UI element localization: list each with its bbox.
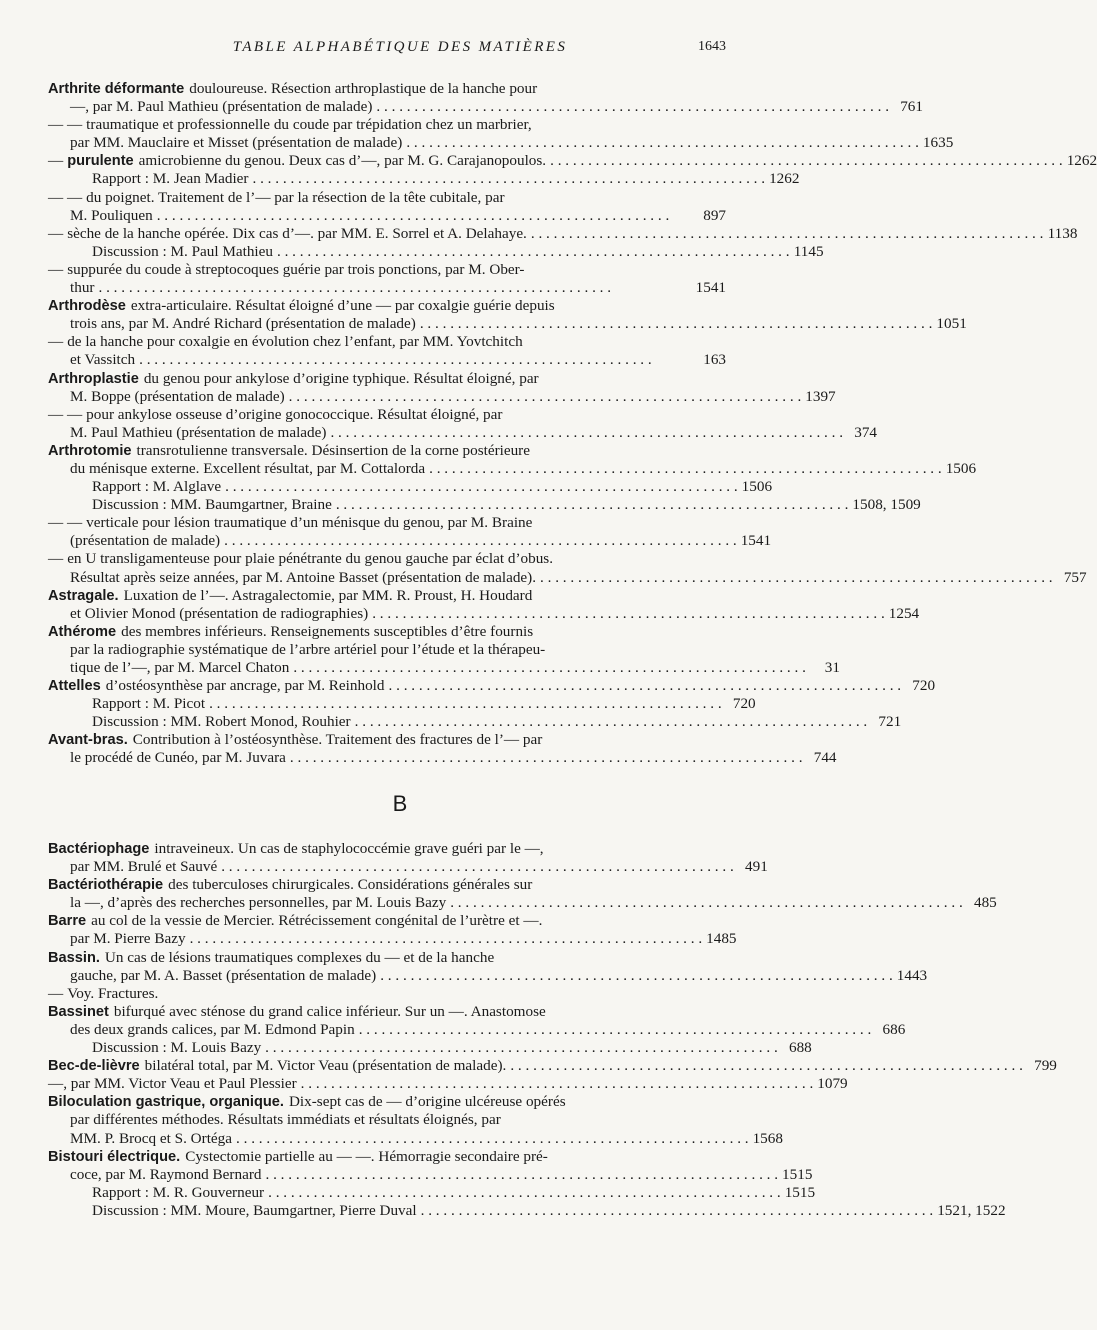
entry-text: —, par M. Paul Mathieu (présentation de malade) — [70, 98, 373, 116]
dot-leader — [531, 225, 1044, 243]
dot-leader — [224, 532, 737, 550]
entry-text: bilatéral total, par M. Victor Veau (présentation de malade). — [144, 1057, 507, 1075]
index-line — [48, 514, 726, 532]
entry-headword: Bistouri électrique. — [48, 1148, 181, 1165]
entry-headword: purulente — [67, 153, 134, 170]
entry-page: 1262 — [769, 170, 800, 188]
dot-leader — [190, 930, 703, 948]
entry-text: Rapport : M. Alglave — [92, 478, 222, 496]
entry-page: 721 — [878, 713, 902, 731]
entry-headword: Bassin. — [48, 949, 100, 966]
dot-leader — [450, 894, 963, 912]
entry-text: Discussion : MM. Baumgartner, Braine — [92, 496, 332, 514]
entry-text: (présentation de malade) — [70, 532, 221, 550]
index-line — [48, 1003, 726, 1021]
index-line — [48, 912, 726, 930]
entry-page: 688 — [788, 1039, 812, 1057]
entry-text: traumatique et professionnelle du coude par trépidation chez un marbrier, — [86, 116, 532, 134]
dot-leader — [510, 1057, 1023, 1075]
entry-text: Discussion : MM. Robert Monod, Rouhier — [92, 713, 351, 731]
entry-text: M. Boppe (présentation de malade) — [70, 387, 285, 405]
dot-leader — [225, 478, 738, 496]
entry-text: par MM. Brulé et Sauvé — [70, 858, 218, 876]
entry-text: Dix-sept cas de — d’origine ulcéreuse opérés — [288, 1093, 566, 1111]
entry-page: 1051 — [936, 315, 967, 333]
index-line — [48, 279, 726, 297]
entry-page: 1397 — [805, 387, 836, 405]
entry-text: Discussion : M. Paul Mathieu — [92, 242, 273, 260]
entry-text: des deux grands calices, par M. Edmond Papin — [70, 1020, 355, 1038]
entry-page: 897 — [703, 206, 726, 224]
entry-page: 491 — [745, 858, 768, 876]
dot-leader — [380, 967, 893, 985]
index-line — [48, 370, 726, 388]
page-number: 1643 — [698, 39, 726, 54]
dot-leader — [277, 243, 790, 261]
index-line — [48, 423, 878, 442]
entry-page: 1508, 1509 — [852, 496, 921, 514]
entry-text: Rapport : M. Picot — [92, 695, 206, 713]
entry-page: 1515 — [784, 1183, 816, 1201]
entry-text: sèche de la hanche opérée. Dix cas d’—. par MM. E. Sorrel et A. Delahaye. — [67, 224, 527, 242]
entry-dash: — — — [48, 405, 83, 423]
entry-text: Contribution à l’ostéosynthèse. Traitement des fractures de l’— par — [132, 731, 543, 749]
index-line — [48, 731, 726, 749]
entry-page: 31 — [824, 659, 840, 676]
dot-leader — [406, 134, 919, 152]
entry-text: d’ostéosynthèse par ancrage, par M. Reinhold — [105, 677, 385, 695]
dot-leader — [330, 424, 843, 442]
index-line — [48, 1201, 1006, 1220]
entry-headword: Astragale. — [48, 587, 119, 604]
entry-text: amicrobienne du genou. Deux cas d’—, par M. G. Carajanopoulos. — [138, 152, 547, 170]
index-line — [48, 1183, 816, 1202]
entry-page: 799 — [1034, 1057, 1057, 1075]
index-line — [48, 478, 773, 496]
index-line — [48, 134, 954, 152]
entry-text: Cystectomie partielle au — —. Hémorragie secondaire pré- — [185, 1147, 548, 1165]
section-letter-b: B — [392, 791, 408, 816]
index-line — [48, 858, 768, 876]
dot-leader — [293, 659, 806, 677]
index-line — [48, 333, 726, 351]
index-line — [48, 677, 936, 695]
entry-page: 686 — [882, 1020, 906, 1038]
entry-text: —, par MM. Victor Veau et Paul Plessier — [48, 1075, 297, 1093]
index-line — [48, 840, 726, 858]
dot-leader — [139, 351, 692, 369]
entry-text: coce, par M. Raymond Bernard — [70, 1165, 262, 1183]
entry-text: MM. P. Brocq et S. Ortéga — [70, 1129, 232, 1147]
entry-dash: — — — [48, 116, 83, 134]
entry-page: 1145 — [793, 242, 824, 260]
index-line — [48, 1075, 848, 1093]
entry-dash: — — — [48, 188, 83, 206]
entry-dash: — — [48, 550, 64, 568]
index-line — [48, 152, 1097, 170]
index-line — [48, 315, 967, 333]
entry-page: 163 — [703, 351, 726, 369]
page-header — [0, 38, 800, 58]
entry-text: douloureuse. Résection arthroplastique de la hanche pour — [189, 80, 538, 97]
entry-text: au col de la vessie de Mercier. Rétrécissement congénital de l’urètre et —. — [91, 912, 543, 930]
entry-page: 1541 — [740, 532, 772, 550]
index-line — [48, 297, 726, 315]
entry-page: 1635 — [922, 134, 954, 152]
dot-leader — [389, 677, 902, 695]
entry-headword: Bassinet — [48, 1003, 109, 1020]
entry-page: 1541 — [695, 279, 726, 297]
entry-text: du genou pour ankylose d’origine typhique. Résultat éloigné, par — [143, 369, 539, 387]
entry-text: Résultat après seize années, par M. Antoine Basset (présentation de malade). — [70, 568, 537, 586]
entry-headword: Barre — [48, 913, 87, 930]
dot-leader — [372, 605, 885, 623]
entry-text: par la radiographie systématique de l’arbre artériel pour l’étude et la thérapeu- — [70, 640, 546, 658]
index-line — [48, 189, 726, 207]
entry-page: 720 — [732, 695, 756, 713]
entry-text: par M. Pierre Bazy — [70, 930, 186, 948]
entry-headword: Biloculation gastrique, organique. — [48, 1094, 284, 1111]
entry-page: 1079 — [817, 1075, 848, 1093]
entry-text: tique de l’—, par M. Marcel Chaton — [70, 659, 290, 676]
index-line — [48, 261, 726, 279]
entry-headword: Avant-bras. — [48, 732, 128, 749]
dot-leader — [359, 1021, 872, 1039]
index-line — [48, 116, 726, 134]
entry-text: Luxation de l’—. Astragalectomie, par MM. R. Proust, H. Houdard — [123, 586, 533, 604]
dot-leader — [157, 207, 692, 225]
entry-text: pour ankylose osseuse d’origine gonococcique. Résultat éloigné, par — [86, 405, 503, 423]
entry-text: Voy. Fractures. — [67, 984, 159, 1002]
dot-leader — [268, 1184, 781, 1202]
entry-text: de la hanche pour coxalgie en évolution chez l’enfant, par MM. Yovtchitch — [67, 333, 523, 351]
index-line — [48, 351, 726, 369]
dot-leader — [355, 713, 868, 731]
entry-dash: — — [48, 224, 64, 242]
index-line — [48, 242, 824, 261]
entry-page: 1506 — [945, 459, 977, 477]
index-line — [48, 695, 756, 713]
entry-headword: Bactériophage — [48, 841, 150, 857]
index-line — [48, 1148, 726, 1166]
entry-text: verticale pour lésion traumatique d’un ménisque du genou, par M. Braine — [86, 514, 533, 532]
index-line — [48, 949, 726, 967]
entry-text: Discussion : M. Louis Bazy — [92, 1039, 262, 1057]
dot-leader — [265, 1039, 778, 1057]
index-line — [48, 623, 726, 641]
running-title: TABLE ALPHABÉTIQUE DES MATIÈRES — [232, 39, 568, 55]
index-line — [48, 930, 737, 948]
index-line — [48, 894, 997, 912]
index-line — [48, 604, 920, 623]
dot-leader — [540, 569, 1053, 587]
index-line — [48, 587, 726, 605]
dot-leader — [221, 858, 734, 876]
entry-page: 1138 — [1047, 224, 1078, 242]
index-line — [48, 1093, 726, 1111]
entry-headword: Arthrite déformante — [48, 81, 185, 97]
index-line — [48, 550, 726, 568]
entry-headword: Arthrotomie — [48, 442, 132, 459]
entry-dash: — — [48, 984, 64, 1002]
entry-text: M. Paul Mathieu (présentation de malade) — [70, 423, 327, 441]
entry-text: en U transligamenteuse pour plaie pénétrante du genou gauche par éclat d’obus. — [67, 550, 554, 568]
dot-leader — [550, 152, 1063, 170]
index-line — [48, 224, 1078, 243]
entry-dash: — — [48, 152, 64, 170]
entry-page: 1568 — [752, 1129, 783, 1147]
index-line — [48, 713, 902, 731]
dot-leader — [421, 1202, 934, 1220]
entry-page: 744 — [813, 749, 837, 767]
entry-headword: Attelles — [48, 678, 101, 695]
entry-text: Rapport : M. Jean Madier — [92, 170, 249, 188]
entry-text: des membres inférieurs. Renseignements susceptibles d’être fournis — [121, 622, 534, 640]
entry-page: 720 — [912, 677, 936, 695]
dot-leader — [420, 315, 933, 333]
dot-leader — [265, 1166, 778, 1184]
entry-text: et Olivier Monod (présentation de radiographies) — [70, 604, 369, 622]
index-line — [48, 568, 1087, 587]
entry-text: suppurée du coude à streptocoques guérie par trois ponctions, par M. Ober- — [67, 260, 525, 278]
entry-text: Un cas de lésions traumatiques complexes du — et de la hanche — [104, 948, 495, 966]
index-line — [48, 80, 726, 98]
entry-text: bifurqué avec sténose du grand calice inférieur. Sur un —. Anastomose — [113, 1002, 546, 1020]
index-line — [48, 387, 836, 406]
dot-leader — [336, 496, 849, 514]
index-line — [48, 1129, 783, 1148]
entry-page: 757 — [1063, 568, 1087, 586]
entry-headword: Bec-de-lièvre — [48, 1058, 140, 1075]
entry-text: par différentes méthodes. Résultats immédiats et résultats éloignés, par — [70, 1111, 501, 1129]
index-section-a — [48, 80, 1097, 768]
dot-leader — [209, 695, 722, 713]
dot-leader — [301, 1075, 814, 1093]
index-line — [48, 1057, 1057, 1075]
entry-dash: — — [48, 333, 64, 351]
entry-page: 1485 — [706, 930, 737, 948]
entry-dash: — — [48, 260, 64, 278]
index-line — [48, 1111, 726, 1129]
index-line — [48, 985, 726, 1003]
index-line — [48, 1020, 906, 1039]
entry-text: la —, d’après des recherches personnelles, par M. Louis Bazy — [70, 894, 447, 912]
entry-dash: — — — [48, 514, 83, 532]
index-line — [48, 170, 800, 188]
entry-page: 485 — [973, 894, 997, 912]
entry-text: intraveineux. Un cas de staphylococcémie grave guéri par le —, — [154, 840, 544, 857]
index-line — [48, 532, 772, 550]
index-line — [48, 1165, 813, 1184]
entry-text: extra-articulaire. Résultat éloigné d’une — par coxalgie guérie depuis — [130, 297, 555, 315]
entry-headword: Bactériothérapie — [48, 877, 164, 894]
entry-text: transrotulienne transversale. Désinsertion de la corne postérieure — [136, 441, 530, 459]
entry-headword: Arthroplastie — [48, 370, 139, 387]
dot-leader — [429, 460, 942, 478]
index-line — [48, 98, 923, 116]
index-line — [48, 659, 840, 677]
dot-leader — [98, 279, 691, 297]
entry-text: Discussion : MM. Moure, Baumgartner, Pierre Duval — [92, 1201, 417, 1219]
entry-text: du ménisque externe. Excellent résultat, par M. Cottalorda — [70, 459, 426, 477]
entry-page: 1443 — [896, 966, 928, 984]
entry-text: le procédé de Cunéo, par M. Juvara — [70, 749, 286, 767]
index-line — [48, 496, 921, 514]
dot-leader — [252, 170, 765, 188]
entry-page: 1254 — [888, 604, 920, 622]
index-line — [48, 459, 977, 478]
entry-text: M. Pouliquen — [70, 206, 153, 224]
dot-leader — [376, 98, 889, 116]
entry-headword: Arthrodèse — [48, 298, 126, 315]
entry-page: 374 — [854, 423, 878, 441]
entry-text: des tuberculoses chirurgicales. Considérations générales sur — [168, 876, 533, 894]
index-line — [48, 749, 837, 767]
entry-page: 1515 — [782, 1165, 813, 1183]
entry-text: gauche, par M. A. Basset (présentation de malade) — [70, 966, 377, 984]
index-line — [48, 406, 726, 424]
entry-text: thur — [70, 279, 95, 297]
entry-text: du poignet. Traitement de l’— par la résection de la tête cubitale, par — [86, 188, 505, 206]
entry-text: par MM. Mauclaire et Misset (présentation de malade) — [70, 134, 403, 152]
index-line — [48, 641, 726, 659]
dot-leader — [236, 1130, 749, 1148]
entry-text: et Vassitch — [70, 351, 136, 369]
entry-page: 1521, 1522 — [937, 1201, 1006, 1219]
dot-leader — [289, 388, 802, 406]
entry-text: trois ans, par M. André Richard (présentation de malade) — [70, 315, 416, 333]
dot-leader — [290, 749, 803, 767]
entry-page: 1262 — [1066, 152, 1097, 170]
index-line — [48, 966, 928, 985]
index-line — [48, 442, 726, 460]
entry-page: 1506 — [741, 478, 773, 496]
entry-page: 761 — [900, 98, 923, 116]
index-line — [48, 207, 726, 225]
entry-text: Rapport : M. R. Gouverneur — [92, 1183, 265, 1201]
entry-headword: Athérome — [48, 623, 117, 640]
index-line — [48, 1039, 812, 1057]
index-section-b — [48, 840, 1057, 1220]
index-line — [48, 876, 726, 894]
